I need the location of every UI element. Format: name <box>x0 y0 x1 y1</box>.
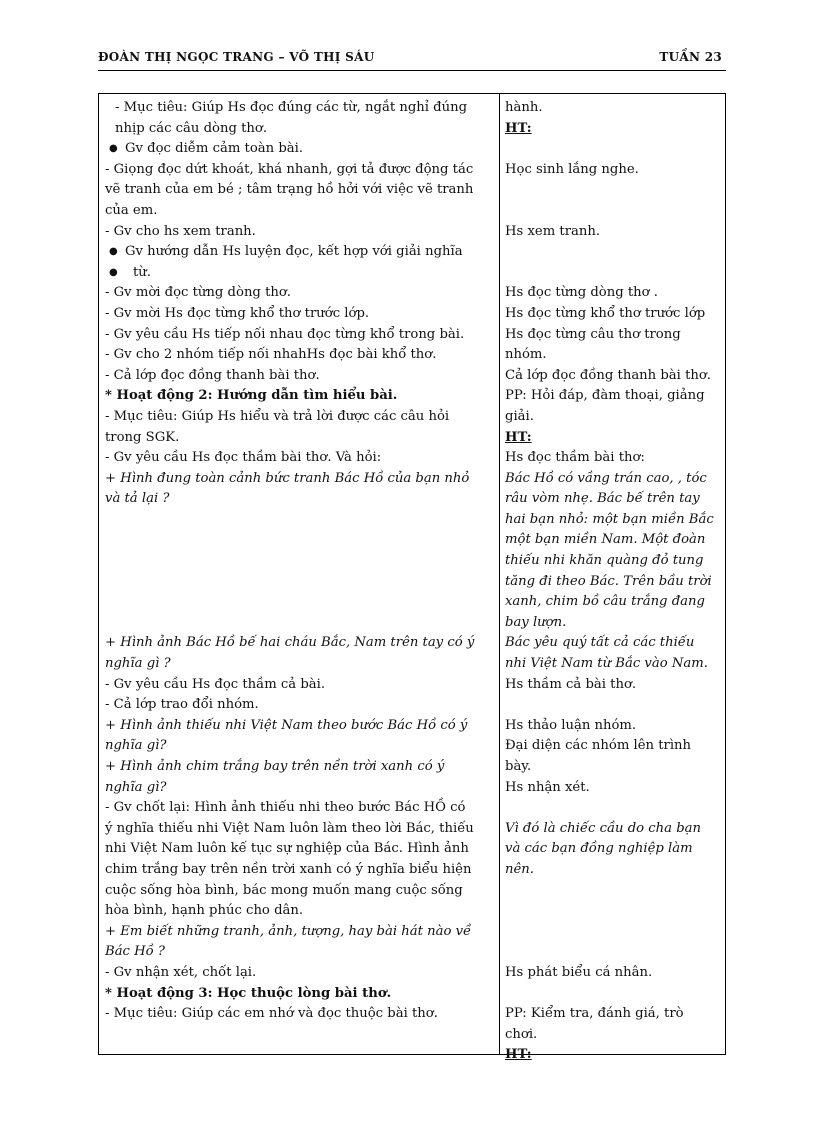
header-week: TUẦN 23 <box>659 50 722 64</box>
line: vẽ tranh của em bé ; tâm trạng hồ hởi với việc vẽ tranh <box>105 182 474 198</box>
method-line: PP: Kiểm tra, đánh giá, trò <box>505 1006 684 1022</box>
activity-2-heading: * Hoạt động 2: Hướng dẫn tìm hiểu bài. <box>105 388 398 404</box>
answer-line: xanh, chim bồ câu trắng đang <box>505 594 705 610</box>
column-divider <box>499 94 500 1054</box>
spacer <box>105 572 493 593</box>
line: - Giọng đọc dứt khoát, khá nhanh, gợi tả được động tác <box>105 161 474 177</box>
line: - Gv mời đọc từng dòng thơ. <box>105 285 291 301</box>
answer-line: tăng đi theo Bác. Trên bầu trời <box>505 573 712 589</box>
line: hành. <box>505 100 543 115</box>
form-label: HT: <box>505 120 532 136</box>
line: - Gv yêu cầu Hs đọc thầm cả bài. <box>105 676 326 692</box>
line: của em. <box>105 202 158 218</box>
line: Hs thầm cả bài thơ. <box>505 676 637 692</box>
question-line: nghĩa gì ? <box>105 656 171 672</box>
line: - Gv chốt lại: Hình ảnh thiếu nhi theo bước Bác HỒ có <box>105 800 466 816</box>
answer-line: nên. <box>505 861 534 877</box>
line: ● từ. <box>105 263 493 284</box>
bullet-line: ● Gv hướng dẫn Hs luyện đọc, kết hợp với giải nghĩa <box>105 242 493 263</box>
spacer <box>105 592 493 613</box>
answer-line: một bạn miền Nam. Một đoàn <box>505 532 706 548</box>
page-header <box>98 50 724 70</box>
answer-line: và các bạn đồng nghiệp làm <box>505 841 693 857</box>
line: - Mục tiêu: Giúp các em nhớ và đọc thuộc bài thơ. <box>105 1006 438 1022</box>
line: cuộc sống hòa bình, bác mong muốn mang cuộc sống <box>105 882 463 898</box>
line: - Gv mời Hs đọc từng khổ thơ trước lớp. <box>105 305 370 321</box>
answer-line: Bác yêu quý tất cả các thiếu <box>505 635 695 651</box>
question-line: + Em biết những tranh, ảnh, tượng, hay bài hát nào về <box>105 923 472 939</box>
spacer <box>505 201 719 222</box>
answer-line: Bác Hồ có vầng trán cao, , tóc <box>505 470 707 486</box>
line: chơi. <box>505 1026 538 1042</box>
spacer <box>505 881 719 902</box>
line: - Cả lớp trao đổi nhóm. <box>105 697 259 713</box>
line: Hs nhận xét. <box>505 779 590 795</box>
line: Cả lớp đọc đồng thanh bài thơ. <box>505 367 712 383</box>
line: - Gv nhận xét, chốt lại. <box>105 964 257 980</box>
line: - Gv yêu cầu Hs tiếp nối nhau đọc từng khổ trong bài. <box>105 326 465 342</box>
method-line: PP: Hỏi đáp, đàm thoại, giảng <box>505 388 705 404</box>
spacer <box>505 798 719 819</box>
line: - Gv yêu cầu Hs đọc thầm bài thơ. Và hỏi: <box>105 450 382 466</box>
teacher-column <box>105 98 493 1025</box>
spacer <box>105 551 493 572</box>
line: - Mục tiêu: Giúp Hs đọc đúng các từ, ngắt nghỉ đúng <box>115 100 468 115</box>
line: chim trắng bay trên nền trời xanh có ý nghĩa biểu hiện <box>105 861 472 877</box>
lesson-table <box>98 93 726 1063</box>
header-authors: ĐOÀN THỊ NGỌC TRANG – VÕ THỊ SÁU <box>98 50 375 64</box>
line: Hs xem tranh. <box>505 223 601 239</box>
line: nhi Việt Nam luôn kế tục sự nghiệp của Bác. Hình ảnh <box>105 841 469 857</box>
spacer <box>105 530 493 551</box>
line: Hs đọc từng câu thơ trong <box>505 326 681 342</box>
spacer <box>505 139 719 160</box>
line: Hs phát biểu cá nhân. <box>505 964 653 980</box>
spacer <box>505 942 719 963</box>
question-line: Bác Hồ ? <box>105 944 165 960</box>
question-line: và tả lại ? <box>105 491 170 507</box>
line: - Gv cho hs xem tranh. <box>105 223 256 239</box>
spacer <box>505 984 719 1005</box>
line: Hs đọc thầm bài thơ: <box>505 450 645 466</box>
activity-3-heading: * Hoạt động 3: Học thuộc lòng bài thơ. <box>105 985 392 1001</box>
line: Học sinh lắng nghe. <box>505 161 639 177</box>
line: bày. <box>505 759 532 774</box>
line: - Mục tiêu: Giúp Hs hiểu và trả lời được các câu hỏi <box>105 408 450 424</box>
spacer <box>505 922 719 943</box>
line: nhịp các câu dòng thơ. <box>115 120 268 136</box>
line: Hs đọc từng dòng thơ . <box>505 285 658 301</box>
spacer <box>505 242 719 263</box>
question-line: + Hình ảnh thiếu nhi Việt Nam theo bước Bác Hồ có ý <box>105 717 468 733</box>
spacer <box>105 613 493 634</box>
line: - Cả lớp đọc đồng thanh bài thơ. <box>105 367 320 383</box>
answer-line: Vì đó là chiếc cầu do cha bạn <box>505 820 702 836</box>
line: Hs thảo luận nhóm. <box>505 717 637 733</box>
spacer <box>105 510 493 531</box>
answer-line: nhi Việt Nam từ Bắc vào Nam. <box>505 656 708 672</box>
line: trong SGK. <box>105 429 180 445</box>
spacer <box>505 901 719 922</box>
answer-line: hai bạn nhỏ: một bạn miền Bắc <box>505 511 714 527</box>
bullet-line: ● Gv đọc diễm cảm toàn bài. <box>105 139 493 160</box>
spacer <box>505 263 719 284</box>
answer-line: râu vòm nhẹ. Bác bế trên tay <box>505 491 700 507</box>
question-line: + Hình đung toàn cảnh bức tranh Bác Hồ của bạn nhỏ <box>105 470 470 486</box>
spacer <box>505 695 719 716</box>
line: nhóm. <box>505 347 547 363</box>
spacer <box>505 180 719 201</box>
header-rule <box>98 70 726 71</box>
line: Hs đọc từng khổ thơ trước lớp <box>505 305 706 321</box>
question-line: + Hình ảnh chim trắng bay trên nền trời xanh có ý <box>105 759 445 774</box>
line: - Gv cho 2 nhóm tiếp nối nhahHs đọc bài khổ thơ. <box>105 347 437 363</box>
form-label: HT: <box>505 429 532 445</box>
line: giải. <box>505 408 534 424</box>
answer-line: thiếu nhi khăn quàng đỏ tung <box>505 553 704 569</box>
line: ý nghĩa thiếu nhi Việt Nam luôn làm theo lời Bác, thiếu <box>105 820 474 836</box>
question-line: nghĩa gì? <box>105 738 167 754</box>
form-label: HT: <box>505 1047 532 1063</box>
answer-line: bay lượn. <box>505 614 567 630</box>
student-column <box>505 98 719 1066</box>
question-line: + Hình ảnh Bác Hồ bế hai cháu Bắc, Nam trên tay có ý <box>105 635 475 651</box>
line: Đại diện các nhóm lên trình <box>505 738 692 754</box>
line: hòa bình, hạnh phúc cho dân. <box>105 903 304 919</box>
question-line: nghĩa gì? <box>105 779 167 795</box>
